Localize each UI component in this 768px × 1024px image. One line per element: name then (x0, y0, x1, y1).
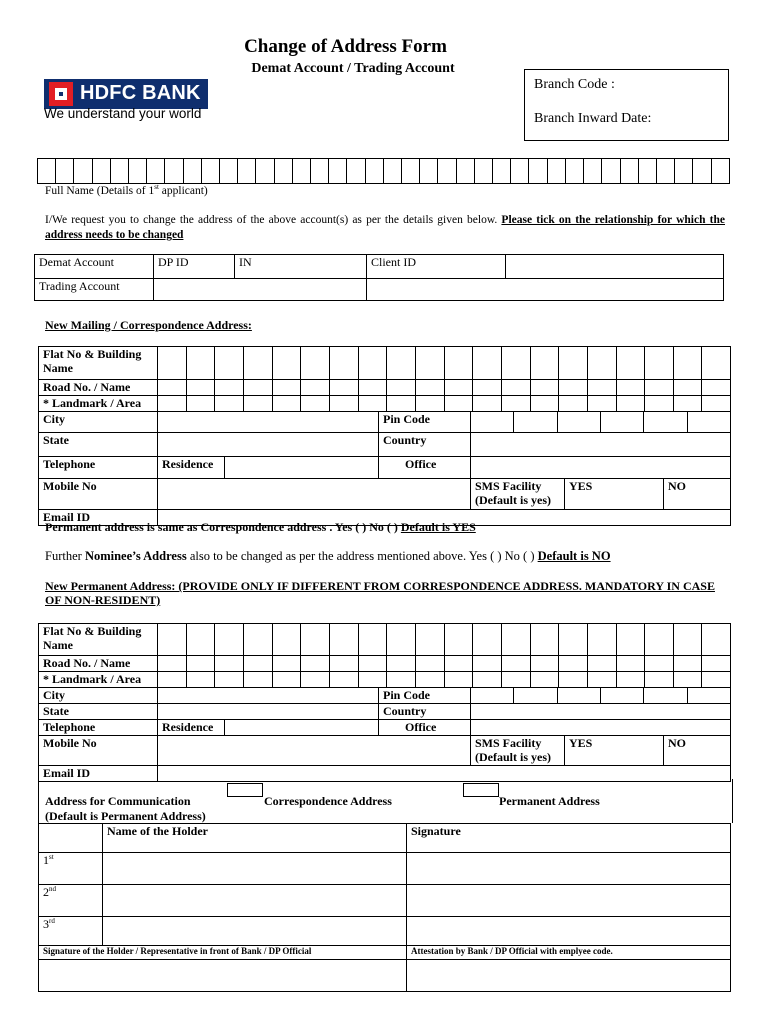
holder-name-header: Name of the Holder (103, 824, 407, 853)
perm-sms-yes-option[interactable]: YES (565, 736, 664, 766)
holder-1-signature-input[interactable] (407, 853, 731, 885)
permanent-checkbox[interactable] (463, 783, 499, 797)
correspondence-address-option[interactable]: Correspondence Address (264, 794, 392, 808)
perm-landmark-input[interactable] (158, 672, 731, 688)
trading-account-label: Trading Account (35, 279, 154, 301)
dp-id-label: DP ID (154, 255, 235, 279)
request-paragraph: I/We request you to change the address of the above account(s) as per the details given below. Please tick on the relationship for which the address needs to be changed (45, 214, 725, 241)
attestation-signature-box[interactable] (407, 960, 731, 992)
email-label: Email ID (39, 510, 158, 526)
trading-account-input[interactable] (154, 279, 367, 301)
residence-input[interactable] (225, 457, 379, 479)
mobile-label: Mobile No (39, 479, 158, 510)
page-title: Change of Address Form (244, 36, 447, 57)
attestation-footer: Attestation by Bank / DP Official with emplyee code. (407, 946, 731, 960)
perm-state-label: State (39, 704, 158, 720)
perm-mobile-input[interactable] (158, 736, 471, 766)
perm-telephone-label: Telephone (39, 720, 158, 736)
perm-office-input[interactable] (471, 720, 731, 736)
country-input[interactable] (471, 433, 731, 457)
bank-name: HDFC BANK (80, 82, 201, 104)
holder-signature-footer: Signature of the Holder / Representative in front of Bank / DP Official (39, 946, 407, 960)
demat-account-label: Demat Account (35, 255, 154, 279)
holder-2-name-input[interactable] (103, 885, 407, 917)
in-label: IN (235, 255, 367, 279)
client-id-input[interactable] (506, 255, 724, 279)
perm-road-input[interactable] (158, 656, 731, 672)
office-input[interactable] (471, 457, 731, 479)
mobile-input[interactable] (158, 479, 471, 510)
holder-3-name-input[interactable] (103, 917, 407, 946)
perm-residence-label: Residence (158, 720, 225, 736)
sms-facility-label: SMS Facility (Default is yes) (471, 479, 565, 510)
holder-1-name-input[interactable] (103, 853, 407, 885)
city-input[interactable] (158, 412, 379, 433)
perm-office-label: Office (379, 720, 471, 736)
sms-no-option[interactable]: NO (664, 479, 731, 510)
bank-logo (44, 79, 208, 109)
perm-sms-facility-label: SMS Facility (Default is yes) (471, 736, 565, 766)
account-table (34, 254, 724, 301)
correspondence-checkbox[interactable] (227, 783, 263, 797)
signature-header: Signature (407, 824, 731, 853)
holder-row-1-label: 1st (39, 853, 103, 885)
full-name-input-boxes[interactable] (37, 158, 730, 184)
holders-table (38, 823, 731, 992)
perm-pin-code-label: Pin Code (379, 688, 471, 704)
holder-row-3-label: 3rd (39, 917, 103, 946)
landmark-input[interactable] (158, 396, 731, 412)
state-label: State (39, 433, 158, 457)
city-label: City (39, 412, 158, 433)
holder-index-header (39, 824, 103, 853)
perm-country-label: Country (379, 704, 471, 720)
nominee-statement[interactable]: Further Nominee’s Address also to be changed as per the address mentioned above. Yes ( ) No ( ) Default is NO (45, 549, 611, 563)
branch-code-label: Branch Code : (534, 77, 615, 92)
branch-box (524, 69, 729, 141)
perm-landmark-label: * Landmark / Area (39, 672, 158, 688)
perm-state-input[interactable] (158, 704, 379, 720)
telephone-label: Telephone (39, 457, 158, 479)
flat-input[interactable] (158, 347, 731, 380)
holder-row-2-label: 2nd (39, 885, 103, 917)
perm-residence-input[interactable] (225, 720, 379, 736)
perm-flat-label: Flat No & Building Name (39, 624, 158, 656)
perm-email-label: Email ID (39, 766, 158, 782)
road-input[interactable] (158, 380, 731, 396)
client-id-label: Client ID (367, 255, 506, 279)
country-label: Country (379, 433, 471, 457)
perm-mobile-label: Mobile No (39, 736, 158, 766)
road-label: Road No. / Name (39, 380, 158, 396)
bank-tagline: We understand your world (44, 106, 202, 121)
perm-city-input[interactable] (158, 688, 379, 704)
office-label: Office (379, 457, 471, 479)
branch-inward-date-label: Branch Inward Date: (534, 111, 652, 126)
permanent-same-statement[interactable]: Permanent address is same as Correspondence address . Yes ( ) No ( ) Default is YES (45, 520, 476, 534)
perm-flat-input[interactable] (158, 624, 731, 656)
page-subtitle: Demat Account / Trading Account (251, 61, 455, 76)
residence-label: Residence (158, 457, 225, 479)
landmark-label: * Landmark / Area (39, 396, 158, 412)
perm-country-input[interactable] (471, 704, 731, 720)
holder-2-signature-input[interactable] (407, 885, 731, 917)
perm-sms-no-option[interactable]: NO (664, 736, 731, 766)
holder-3-signature-input[interactable] (407, 917, 731, 946)
flat-label: Flat No & Building Name (39, 347, 158, 380)
perm-city-label: City (39, 688, 158, 704)
full-name-label: Full Name (Details of 1st applicant) (45, 183, 208, 197)
holder-representative-signature-box[interactable] (39, 960, 407, 992)
communication-label: Address for Communication (45, 794, 191, 808)
mailing-address-heading: New Mailing / Correspondence Address: (45, 318, 252, 332)
perm-road-label: Road No. / Name (39, 656, 158, 672)
permanent-address-option[interactable]: Permanent Address (499, 794, 600, 808)
mailing-address-table (38, 346, 731, 526)
permanent-address-table (38, 623, 731, 782)
state-input[interactable] (158, 433, 379, 457)
trading-account-input-2[interactable] (367, 279, 724, 301)
sms-yes-option[interactable]: YES (565, 479, 664, 510)
pin-code-input[interactable] (471, 412, 731, 433)
perm-pin-code-input[interactable] (471, 688, 731, 704)
bank-logo-icon (49, 82, 73, 106)
communication-default: (Default is Permanent Address) (45, 809, 206, 823)
pin-code-label: Pin Code (379, 412, 471, 433)
permanent-address-heading: New Permanent Address: (PROVIDE ONLY IF DIFFERENT FROM CORRESPONDENCE ADDRESS. MANDATORY IN CASE OF NON-RESIDENT) (45, 579, 715, 607)
